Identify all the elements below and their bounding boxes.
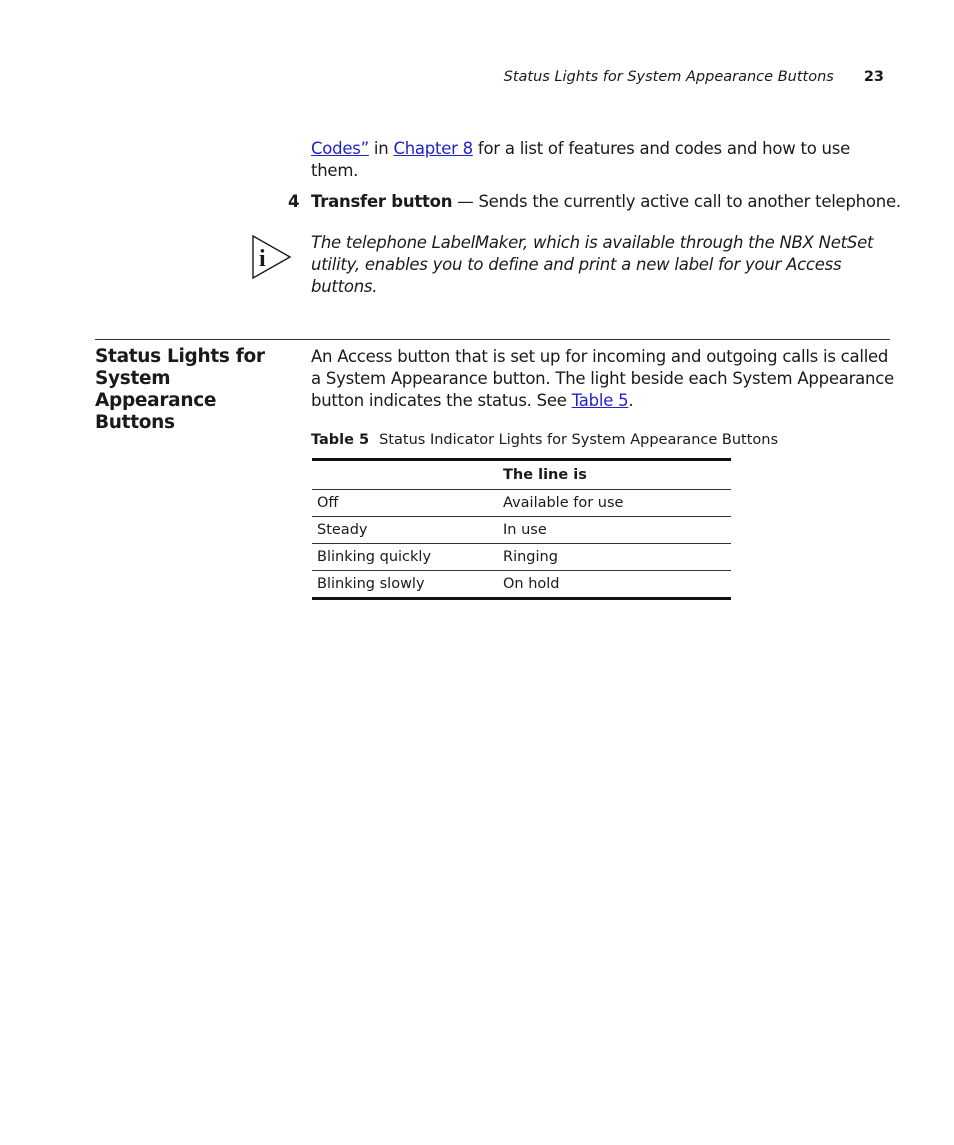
table-header-row [312,460,731,490]
table-row [312,571,731,599]
section-paragraph-text: An Access button that is set up for incoming and outgoing calls is called a System Appearance button. The light beside each System Appearance button indicates the status. See [311,347,894,410]
table-cell: In use [503,522,547,538]
table-cell: Blinking quickly [317,549,432,565]
step-item [288,191,901,213]
info-icon [252,234,292,280]
continuation-paragraph [311,138,891,182]
step-number: 4 [288,192,300,211]
running-head-title: Status Lights for System Appearance Buttons [503,69,834,85]
chapter-8-link[interactable]: Chapter 8 [393,139,473,158]
note-text: The telephone LabelMaker, which is available through the NBX NetSet utility, enables you to define and print a new label for your Access buttons. [311,233,874,296]
table-row [312,490,731,517]
table-caption-label: Table 5 [311,432,370,448]
section-heading: Status Lights for System Appearance Buttons [95,346,265,433]
continuation-rest-text: for a list of features and codes and how to use them. [311,139,850,180]
section-paragraph-end: . [628,391,634,410]
table-cell: Steady [317,522,368,538]
table-cell: Ringing [503,549,558,565]
step-description: — Sends the currently active call to another telephone. [452,192,901,211]
table-row [312,517,731,544]
table-cell: Blinking slowly [317,576,425,592]
running-head [420,67,884,87]
svg-text:i: i [259,246,266,272]
table-cell: Available for use [503,495,624,511]
section-divider [95,339,890,340]
table-header-cell [312,460,503,490]
table-header-cell: The line is [503,467,587,483]
status-lights-table [312,458,731,600]
page-number: 23 [863,69,884,85]
table-row [312,544,731,571]
table-caption-text: Status Indicator Lights for System Appearance Buttons [379,432,779,448]
section-paragraph [311,346,896,412]
step-term: Transfer button [311,192,453,211]
table-5-link[interactable]: Table 5 [571,391,629,410]
table-cell: Off [317,495,339,511]
continuation-in-text: in [368,139,394,158]
table-cell: On hold [503,576,560,592]
codes-link[interactable]: Codes” [311,139,369,158]
table-caption [311,430,891,450]
